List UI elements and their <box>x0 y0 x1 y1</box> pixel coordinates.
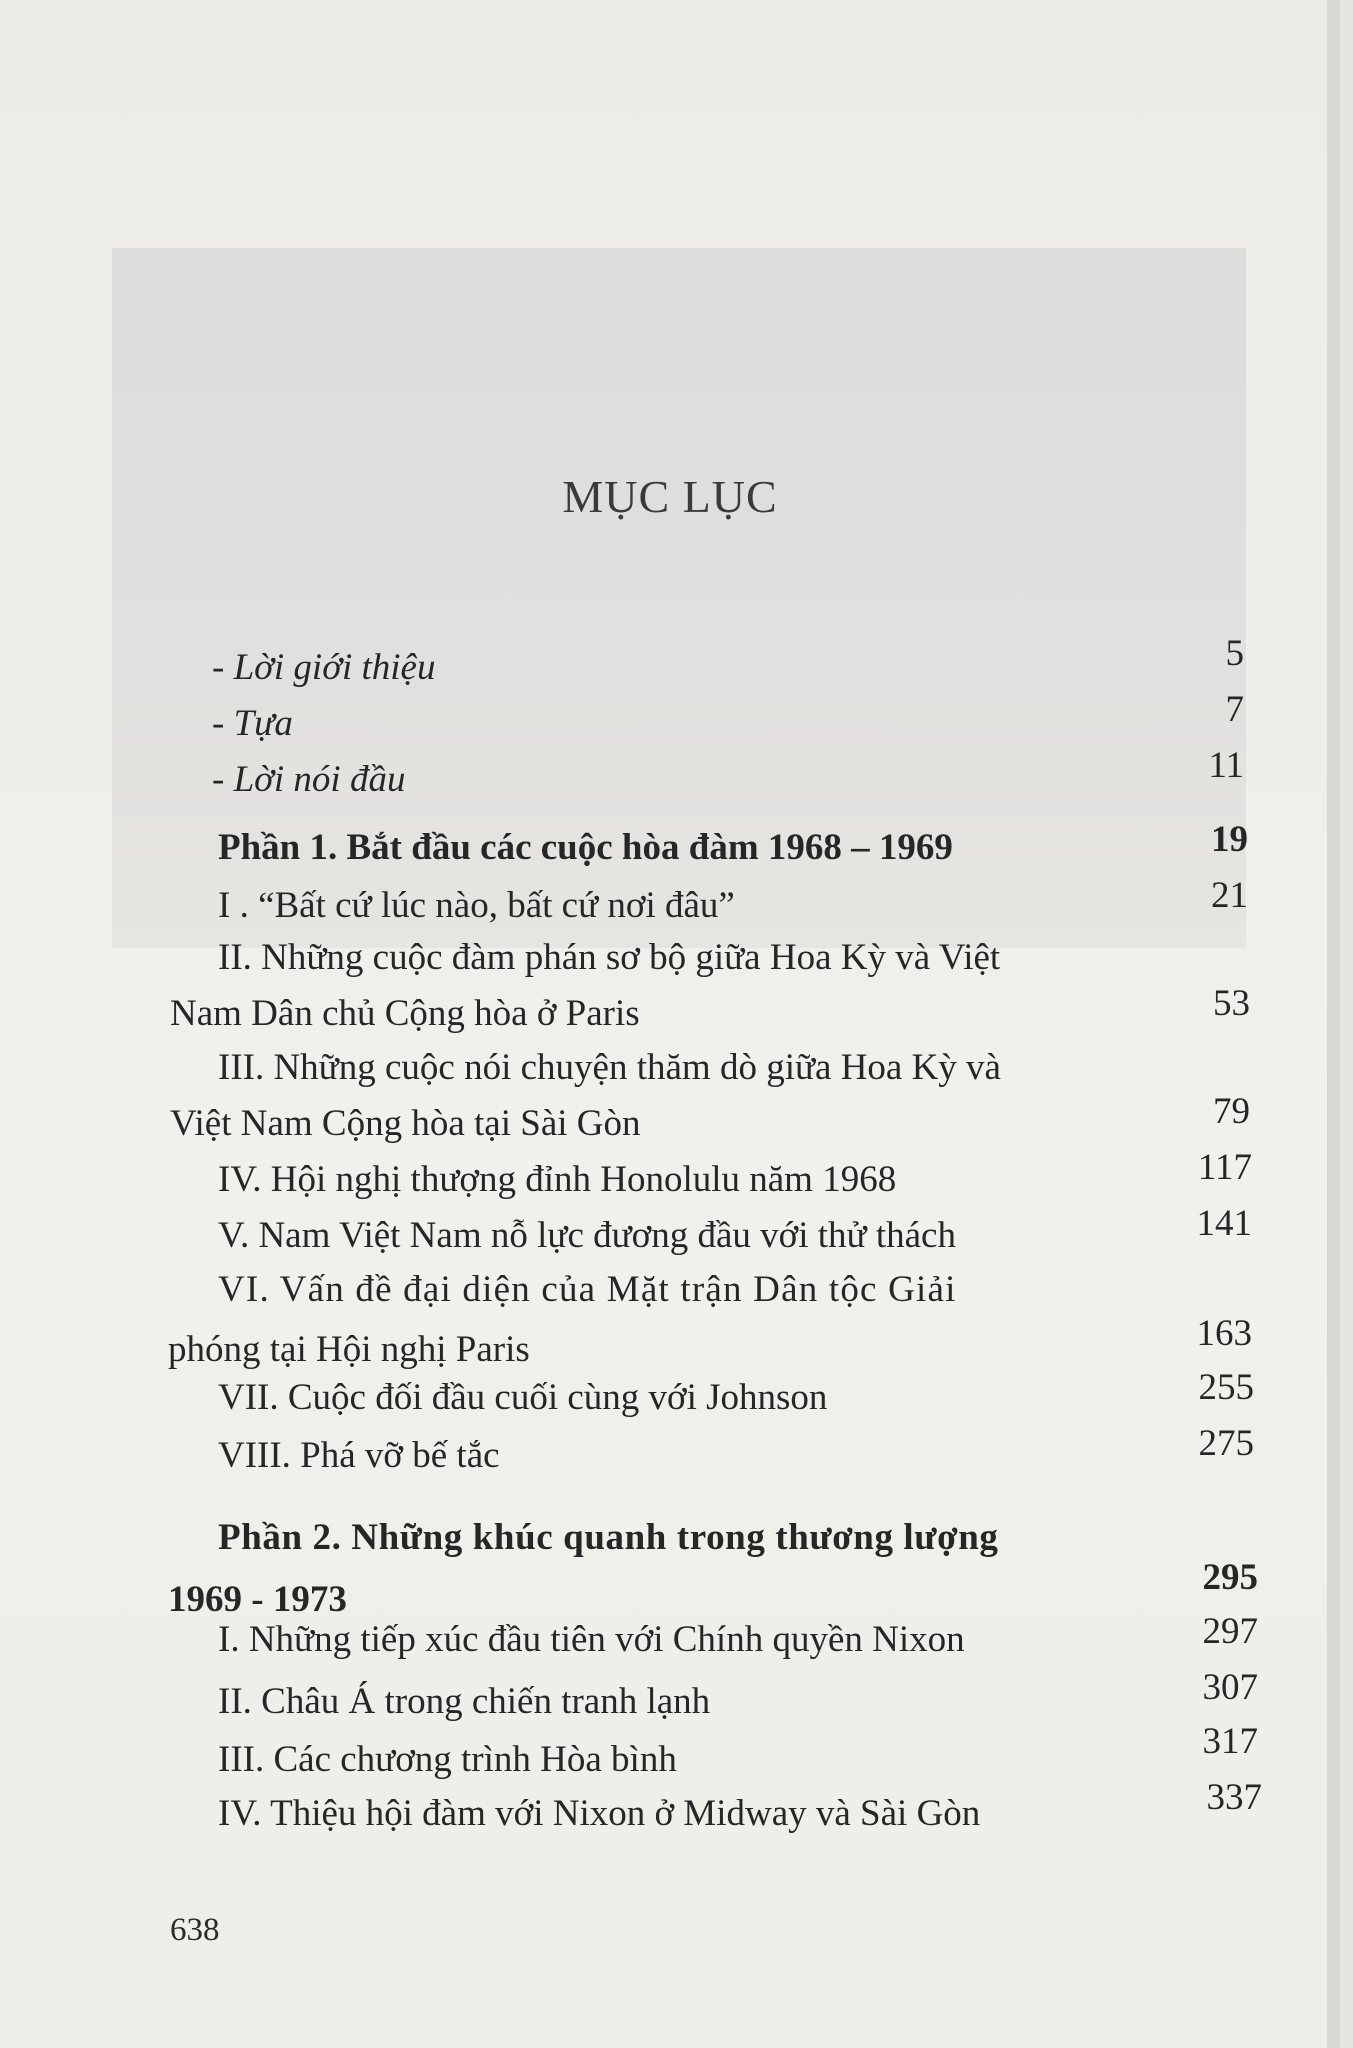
toc-entry-p1-ch3-line2: Việt Nam Cộng hòa tại Sài Gòn <box>170 1103 641 1144</box>
toc-entry-p1-ch4: IV. Hội nghị thượng đỉnh Honolulu năm 1968 <box>218 1159 897 1200</box>
toc-page-p1-ch7: 255 <box>1198 1367 1254 1408</box>
toc-page-p1-ch8: 275 <box>1198 1423 1254 1464</box>
toc-page-p2-ch2: 307 <box>1202 1667 1258 1708</box>
part1-heading: Phần 1. Bắt đầu các cuộc hòa đàm 1968 – 1969 <box>218 827 953 868</box>
toc-entry-p1-ch2-line2: Nam Dân chủ Cộng hòa ở Paris <box>170 993 640 1034</box>
toc-page-intro: 5 <box>1225 633 1244 674</box>
toc-entry-p1-ch2-line1: II. Những cuộc đàm phán sơ bộ giữa Hoa Kỳ và Việt <box>218 937 1001 978</box>
toc-page-p1-ch3: 79 <box>1213 1091 1250 1132</box>
toc-entry-p2-ch2: II. Châu Á trong chiến tranh lạnh <box>218 1681 711 1722</box>
toc-entry-p2-ch4: IV. Thiệu hội đàm với Nixon ở Midway và Sài Gòn <box>218 1793 981 1834</box>
part1-page: 19 <box>1211 819 1248 860</box>
toc-entry-p1-ch6-line1: VI. Vấn đề đại diện của Mặt trận Dân tộc Giải <box>218 1269 957 1310</box>
toc-page-p2-ch4: 337 <box>1206 1777 1262 1818</box>
page-number-folio: 638 <box>170 1912 220 1948</box>
toc-entry-foreword: - Lời nói đầu <box>212 759 406 800</box>
toc-page-p2-ch1: 297 <box>1202 1611 1258 1652</box>
toc-page-foreword: 11 <box>1208 745 1244 786</box>
toc-entry-p2-ch1: I. Những tiếp xúc đầu tiên với Chính quyền Nixon <box>218 1619 965 1660</box>
toc-entry-intro: - Lời giới thiệu <box>212 647 436 688</box>
toc-page-p1-ch2: 53 <box>1213 983 1250 1024</box>
toc-entry-p2-ch3: III. Các chương trình Hòa bình <box>218 1739 677 1780</box>
toc-entry-p1-ch6-line2: phóng tại Hội nghị Paris <box>168 1329 530 1370</box>
toc-entry-p1-ch7: VII. Cuộc đối đầu cuối cùng với Johnson <box>218 1377 828 1418</box>
toc-page-p1-ch4: 117 <box>1197 1147 1252 1188</box>
toc-entry-p1-ch8: VIII. Phá vỡ bế tắc <box>218 1435 500 1476</box>
toc-page-preface: 7 <box>1225 689 1244 730</box>
page-title: MỤC LỤC <box>562 471 778 522</box>
part2-heading-line2: 1969 - 1973 <box>168 1579 347 1620</box>
page-edge <box>1327 0 1340 2048</box>
toc-page-p1-ch6: 163 <box>1196 1313 1252 1354</box>
toc-entry-preface: - Tựa <box>212 703 293 744</box>
toc-page-p1-ch5: 141 <box>1196 1203 1252 1244</box>
toc-entry-p1-ch1: I . “Bất cứ lúc nào, bất cứ nơi đâu” <box>218 885 735 926</box>
toc-page-p1-ch1: 21 <box>1211 875 1248 916</box>
toc-entry-p1-ch3-line1: III. Những cuộc nói chuyện thăm dò giữa Hoa Kỳ và <box>218 1047 1001 1088</box>
toc-page-p2-ch3: 317 <box>1202 1721 1258 1762</box>
toc-entry-p1-ch5: V. Nam Việt Nam nỗ lực đương đầu với thử thách <box>218 1215 956 1256</box>
part2-heading-line1: Phần 2. Những khúc quanh trong thương lượng <box>218 1517 999 1558</box>
part2-page: 295 <box>1202 1557 1258 1598</box>
